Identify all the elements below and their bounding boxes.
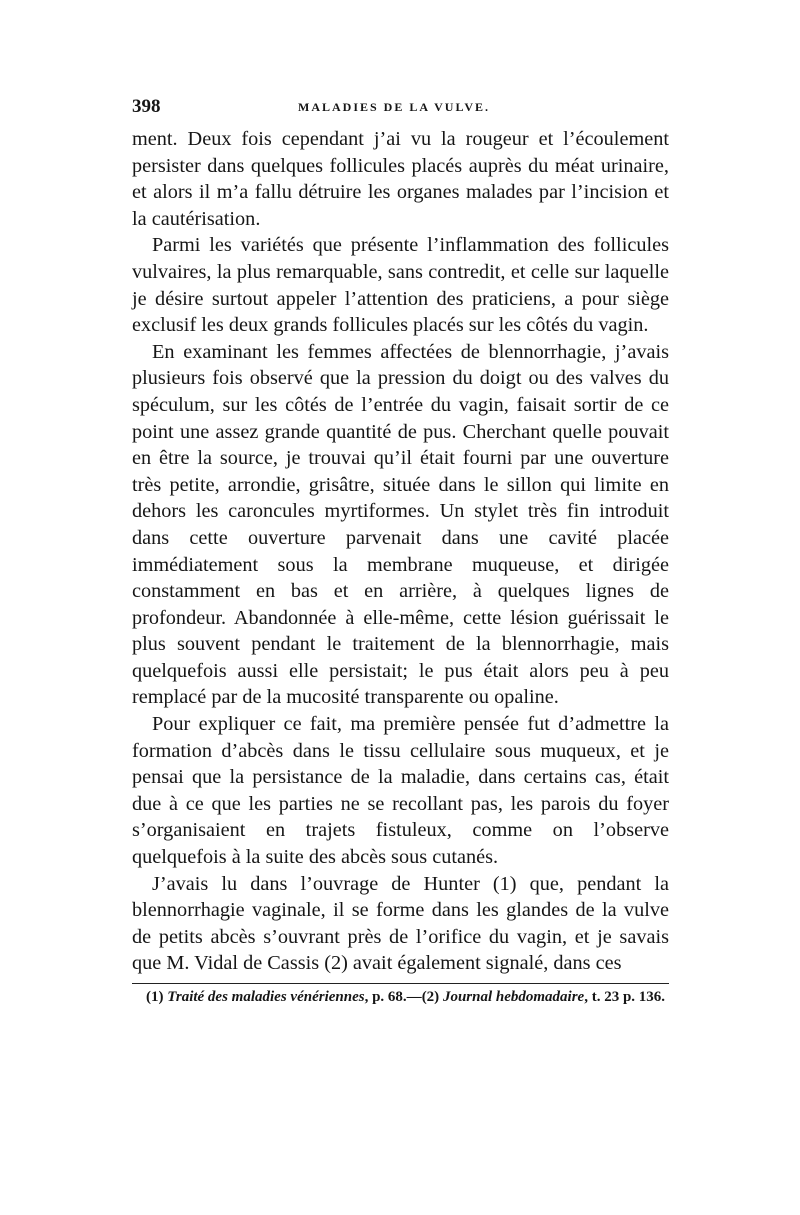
footnote-marker-2: (2) (421, 989, 440, 1005)
paragraph: Pour expliquer ce fait, ma première pensée fut d’admettre la formation d’abcès dans le tissu cellulaire sous muqueux, et je pensai que la persistance de la maladie, dans certains cas, était due à ce que les parties ne se recollant pas, les parois du foyer s’organisaient en trajets fistuleux, comme on l’observe quelquefois à la suite des abcès sous cutanés. (132, 713, 669, 869)
running-title: MALADIES DE LA VULVE. (298, 100, 491, 114)
page-number: 398 (132, 96, 161, 117)
footnotes (132, 987, 669, 1007)
paragraph: Parmi les variétés que présente l’inflammation des follicules vulvaires, la plus remarquable, sans contredit, et celle sur laquelle je désire surtout appeler l’attention des praticiens, a pour siège exclusif les deux grands follicules placés sur les côtés du vagin. (132, 234, 669, 337)
footnote-title-2: Journal hebdomadaire (442, 989, 585, 1005)
footnote-divider (132, 983, 669, 984)
footnote-line (132, 987, 669, 1007)
paragraph: En examinant les femmes affectées de blennorrhagie, j’avais plusieurs fois observé que la pression du doigt ou des valves du spéculum, sur les côtés de l’entrée du vagin, faisait sortir de ce point une assez grande quantité de pus. Cherchant quelle pouvait en être la source, je trouvai qu’il était fourni par une ouverture très petite, arrondie, grisâtre, située dans le sillon qui limite en dehors les caroncules myrtiformes. Un stylet très fin introduit dans cette ouverture parvenait dans une cavité placée immédiatement sous la membrane muqueuse, et dirigée constamment en bas et en arrière, à quelques lignes de profondeur. Abandonnée à elle-même, cette lésion guérissait le plus souvent pendant le traitement de la blennorrhagie, mais quelquefois aussi elle persistait; le pus était alors peu à peu remplacé par de la mucosité transparente ou opaline. (132, 340, 669, 709)
paragraph-continuation: ment. Deux fois cependant j’ai vu la rougeur et l’écoulement persister dans quelques follicules placés auprès du méat urinaire, et alors il m’a fallu détruire les organes malades par l’incision et la cautérisation. (132, 128, 669, 230)
footnote-ref-2: , t. 23 p. 136. (584, 989, 666, 1005)
book-page (132, 92, 669, 1007)
footnote-ref-1: , p. 68.— (364, 989, 422, 1005)
footnote-title-1: Traité des maladies vénériennes (167, 989, 365, 1005)
body-text (132, 126, 669, 977)
running-head (132, 92, 669, 126)
paragraph: J’avais lu dans l’ouvrage de Hunter (1) que, pendant la blennorrhagie vaginale, il se forme dans les glandes de la vulve de petits abcès s’ouvrant près de l’orifice du vagin, et je savais que M. Vidal de Cassis (2) avait également signalé, dans ces (132, 872, 669, 975)
footnote-marker-1: (1) (146, 989, 164, 1005)
